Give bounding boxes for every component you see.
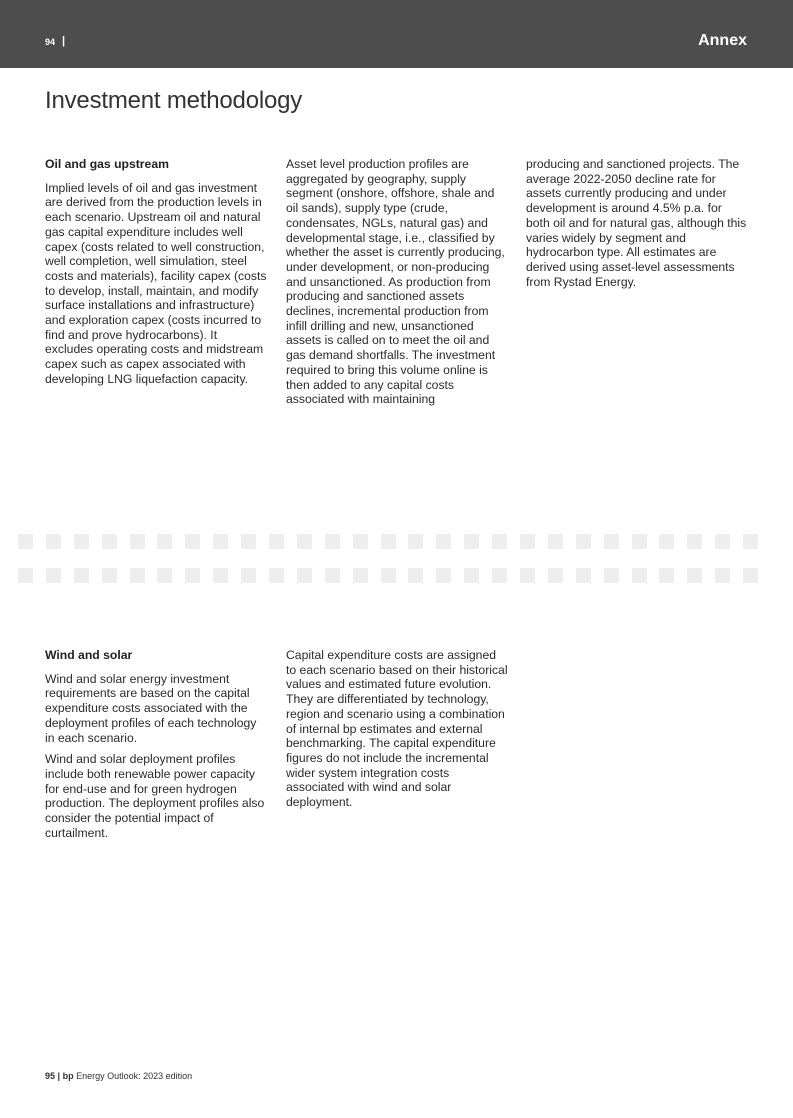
divider-square — [269, 568, 284, 583]
divider-square — [659, 534, 674, 549]
decorative-divider — [18, 534, 778, 584]
section-label: Annex — [698, 32, 747, 49]
divider-square — [436, 568, 451, 583]
wind-solar-paragraph-1: Wind and solar energy investment requirements are based on the capital expenditure costs associated with the deployment profiles of each technology in each scenario. — [45, 671, 257, 745]
divider-square — [325, 568, 340, 583]
divider-square — [185, 568, 200, 583]
footer-page-number: 95 — [45, 1071, 56, 1081]
divider-square — [381, 534, 396, 549]
oil-gas-heading: Oil and gas upstream — [45, 157, 169, 171]
divider-square — [464, 534, 479, 549]
oil-gas-column-3 — [526, 157, 748, 296]
divider-square — [18, 534, 33, 549]
divider-square — [520, 568, 535, 583]
divider-square — [353, 568, 368, 583]
footer — [45, 1071, 192, 1081]
divider-square — [604, 534, 619, 549]
divider-square — [604, 568, 619, 583]
wind-solar-paragraph-2: Wind and solar deployment profiles include both renewable power capacity for end-use and for green hydrogen production. The deployment profiles also consider the potential impact of curtailment. — [45, 752, 265, 840]
divider-square — [269, 534, 284, 549]
divider-square — [241, 568, 256, 583]
divider-square — [659, 568, 674, 583]
divider-square — [213, 534, 228, 549]
divider-square — [743, 534, 758, 549]
divider-row — [18, 568, 778, 583]
divider-square — [715, 534, 730, 549]
divider-square — [715, 568, 730, 583]
divider-square — [520, 534, 535, 549]
divider-row — [18, 534, 778, 549]
divider-square — [687, 568, 702, 583]
divider-square — [102, 568, 117, 583]
divider-square — [157, 568, 172, 583]
divider-square — [381, 568, 396, 583]
divider-square — [185, 534, 200, 549]
footer-brand: bp — [62, 1071, 74, 1081]
divider-square — [241, 534, 256, 549]
divider-square — [632, 568, 647, 583]
divider-square — [74, 568, 89, 583]
divider-square — [408, 568, 423, 583]
oil-gas-column-2 — [286, 157, 508, 414]
divider-square — [492, 534, 507, 549]
divider-square — [632, 534, 647, 549]
divider-square — [46, 534, 61, 549]
divider-square — [46, 568, 61, 583]
divider-square — [436, 534, 451, 549]
page-title: Investment methodology — [45, 87, 303, 114]
oil-gas-paragraph-2: Asset level production profiles are aggregated by geography, supply segment (onshore, offshore, shale and oil sands), supply type (crude, condensates, NGLs, natural gas) and developmental stage, i.e., classified by whether the asset is currently producing, under development, or non-producing and unsanctioned. As production from producing and sanctioned assets declines, incremental production from infill drilling and new, unsanctioned assets is called on to meet the oil and gas demand shortfalls. The investment required to bring this volume online is then added to any capital costs associated with maintaining — [286, 157, 505, 407]
oil-gas-paragraph-1: Implied levels of oil and gas investment are derived from the production levels in each scenario. Upstream oil and natural gas capital expenditure includes well capex (costs related to well construction, well completion, well simulation, steel costs and materials), facility capex (costs to develop, install, maintain, and modify surface installations and infrastructure) and exploration capex (costs incurred to find and prove hydrocarbons). It excludes operating costs and midstream capex such as capex associated with developing LNG liquefaction capacity. — [45, 180, 267, 386]
divider-square — [74, 534, 89, 549]
divider-square — [464, 568, 479, 583]
oil-gas-column-1 — [45, 157, 267, 394]
header-separator: | — [62, 35, 66, 47]
divider-square — [743, 568, 758, 583]
divider-square — [18, 568, 33, 583]
divider-square — [687, 534, 702, 549]
divider-square — [130, 534, 145, 549]
footer-separator: | — [57, 1071, 61, 1081]
divider-square — [297, 568, 312, 583]
divider-square — [130, 568, 145, 583]
divider-square — [548, 534, 563, 549]
divider-square — [213, 568, 228, 583]
header-page-number: 94 — [45, 37, 56, 47]
wind-solar-column-1 — [45, 648, 267, 847]
wind-solar-column-2 — [286, 648, 508, 817]
wind-solar-paragraph-3: Capital expenditure costs are assigned to each scenario based on their historical values and estimated future evolution. They are differentiated by technology, region and scenario using a combination of internal bp estimates and external benchmarking. The capital expenditure figures do not include the incremental wider system integration costs associated with wind and solar deployment. — [286, 648, 508, 810]
footer-publication: Energy Outlook: 2023 edition — [76, 1071, 193, 1081]
wind-solar-heading: Wind and solar — [45, 648, 133, 662]
divider-square — [297, 534, 312, 549]
divider-square — [548, 568, 563, 583]
divider-square — [102, 534, 117, 549]
divider-square — [492, 568, 507, 583]
divider-square — [576, 568, 591, 583]
header-bar — [0, 0, 793, 68]
divider-square — [325, 534, 340, 549]
divider-square — [157, 534, 172, 549]
oil-gas-paragraph-3: producing and sanctioned projects. The average 2022-2050 decline rate for assets currently producing and under development is around 4.5% p.a. for both oil and for natural gas, although this varies widely by segment and hydrocarbon type. All estimates are derived using asset-level assessments from Rystad Energy. — [526, 157, 747, 289]
divider-square — [408, 534, 423, 549]
divider-square — [576, 534, 591, 549]
divider-square — [353, 534, 368, 549]
